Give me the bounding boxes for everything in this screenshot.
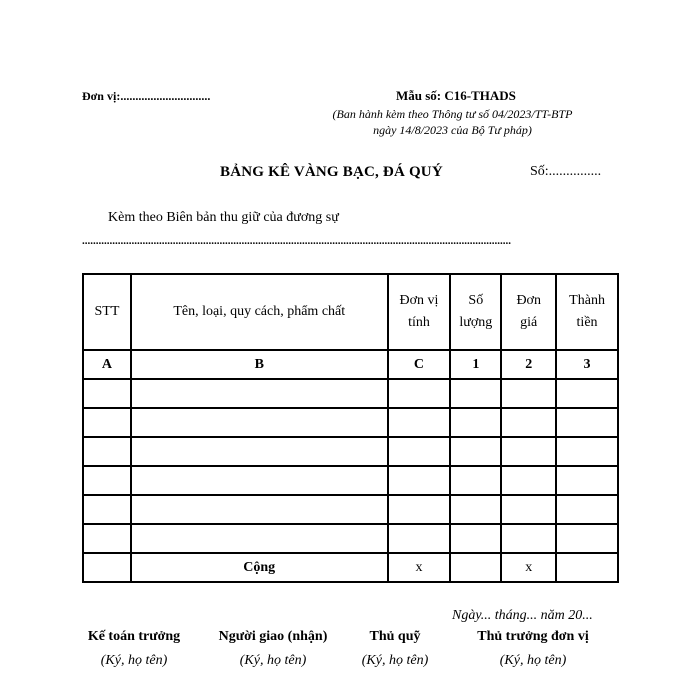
table-cell[interactable] — [450, 437, 501, 466]
header-name: Tên, loại, quy cách, phẩm chất — [131, 274, 388, 350]
table-cell[interactable] — [388, 524, 451, 553]
unit-label: Đơn vị: — [82, 89, 121, 103]
total-cell-stt — [83, 553, 131, 582]
total-amount-cell[interactable] — [556, 553, 618, 582]
signature-title: Người giao (nhận) — [218, 629, 328, 644]
header-total — [556, 274, 618, 350]
total-unit-mark: x — [388, 553, 451, 582]
signature-chief-accountant — [78, 629, 190, 669]
table-cell[interactable] — [83, 379, 131, 408]
unit-line — [82, 89, 210, 104]
table-cell[interactable] — [556, 466, 618, 495]
code-c: C — [388, 350, 451, 379]
form-number: Mẫu số: C16-THADS — [396, 88, 516, 103]
table-row — [83, 466, 618, 495]
document-number: Số:............... — [530, 164, 602, 179]
table-cell[interactable] — [450, 379, 501, 408]
table-cell[interactable] — [450, 495, 501, 524]
signature-head-of-unit — [463, 629, 603, 669]
code-a: A — [83, 350, 131, 379]
table-header-row — [83, 274, 618, 350]
header-unit — [388, 274, 451, 350]
signature-instruction: (Ký, họ tên) — [100, 653, 168, 668]
table-cell[interactable] — [450, 466, 501, 495]
issued-line-2: ngày 14/8/2023 của Bộ Tư pháp) — [373, 123, 532, 137]
table-cell[interactable] — [388, 466, 451, 495]
table-cell[interactable] — [501, 524, 556, 553]
table-cell[interactable] — [556, 408, 618, 437]
issued-line-1: (Ban hành kèm theo Thông tư số 04/2023/TT-BTP — [332, 107, 573, 121]
table-cell[interactable] — [83, 437, 131, 466]
table-cell[interactable] — [131, 495, 388, 524]
table-cell[interactable] — [83, 524, 131, 553]
table-cell[interactable] — [83, 408, 131, 437]
header-stt: STT — [83, 274, 131, 350]
table-cell[interactable] — [388, 495, 451, 524]
document-title: BẢNG KÊ VÀNG BẠC, ĐÁ QUÝ — [220, 164, 443, 180]
code-1: 1 — [450, 350, 501, 379]
header-price-line2: giá — [520, 315, 538, 330]
unit-dots: .............................. — [120, 89, 211, 103]
table-cell[interactable] — [131, 466, 388, 495]
table-cell[interactable] — [83, 495, 131, 524]
table-cell[interactable] — [450, 408, 501, 437]
table-cell[interactable] — [556, 524, 618, 553]
total-row — [83, 553, 618, 582]
table-cell[interactable] — [501, 379, 556, 408]
table-cell[interactable] — [388, 408, 451, 437]
code-3: 3 — [556, 350, 618, 379]
date-line: Ngày... tháng... năm 20... — [452, 608, 593, 623]
total-label: Cộng — [131, 553, 388, 582]
signature-instruction: (Ký, họ tên) — [239, 653, 307, 668]
signature-title: Thủ quỹ — [369, 629, 421, 644]
table-cell[interactable] — [131, 524, 388, 553]
header-qty-line2: lượng — [459, 315, 493, 330]
code-2: 2 — [501, 350, 556, 379]
table-cell[interactable] — [501, 437, 556, 466]
total-quantity-cell[interactable] — [450, 553, 501, 582]
table-cell[interactable] — [131, 437, 388, 466]
table-row — [83, 524, 618, 553]
signature-instruction: (Ký, họ tên) — [499, 653, 567, 668]
signature-deliverer-receiver — [203, 629, 343, 669]
table-cell[interactable] — [556, 379, 618, 408]
attachment-line: Kèm theo Biên bản thu giữ của đương sự — [108, 210, 339, 225]
table-cell[interactable] — [501, 495, 556, 524]
table-cell[interactable] — [83, 466, 131, 495]
table-row — [83, 408, 618, 437]
dotted-fill-line: ............................................................................................................................................................ — [82, 236, 511, 246]
table-row — [83, 437, 618, 466]
table-row — [83, 379, 618, 408]
table-cell[interactable] — [501, 466, 556, 495]
table-cell[interactable] — [131, 408, 388, 437]
header-quantity — [450, 274, 501, 350]
total-price-mark: x — [501, 553, 556, 582]
header-price-line1: Đơn — [516, 293, 541, 308]
table-cell[interactable] — [556, 495, 618, 524]
header-unit-line2: tính — [408, 315, 430, 330]
header-qty-line1: Số — [468, 293, 484, 308]
table-cell[interactable] — [388, 379, 451, 408]
table-cell[interactable] — [450, 524, 501, 553]
header-total-line2: tiền — [576, 315, 598, 330]
signature-cashier — [352, 629, 438, 669]
table-cell[interactable] — [131, 379, 388, 408]
signature-instruction: (Ký, họ tên) — [361, 653, 429, 668]
items-table — [82, 273, 619, 583]
table-cell[interactable] — [556, 437, 618, 466]
header-price — [501, 274, 556, 350]
header-unit-line1: Đơn vị — [399, 293, 439, 308]
issued-note — [300, 106, 605, 138]
column-code-row — [83, 350, 618, 379]
table-cell[interactable] — [388, 437, 451, 466]
header-total-line1: Thành — [569, 293, 605, 308]
code-b: B — [131, 350, 388, 379]
signature-title: Thủ trưởng đơn vị — [477, 629, 589, 644]
table-cell[interactable] — [501, 408, 556, 437]
signature-title: Kế toán trưởng — [87, 629, 181, 644]
table-row — [83, 495, 618, 524]
